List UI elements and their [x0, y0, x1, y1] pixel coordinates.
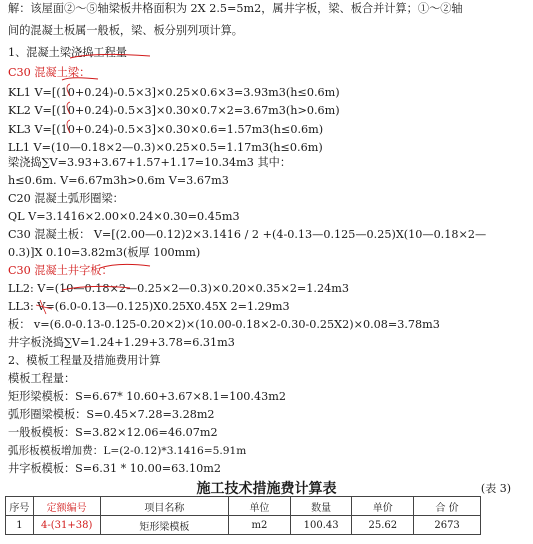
formula-kl2: KL2 V=[(10+0.24)-0.5×3]×0.30×0.7×2=3.67m3(h>0.6m) [8, 104, 340, 117]
col-header: 单位 [229, 497, 291, 516]
formula-board: 板： v=(6.0-0.13-0.125-0.20×2)×(10.00-0.18×2-0.30-0.25X2)×0.08=3.78m3 [8, 318, 440, 331]
beam-split: h≤0.6m. V=6.67m3h>0.6m V=3.67m3 [8, 174, 229, 187]
text-line: 模板工程量： [8, 372, 76, 385]
col-header: 定额编号 [33, 497, 100, 516]
formula-ql: QL V=3.1416×2.00×0.24×0.30=0.45m3 [8, 210, 240, 223]
formula-ring-form: 弧形圈梁模板：S=0.45×7.28=3.28m2 [8, 408, 215, 421]
waffle-total: 井字板浇捣∑V=1.24+1.29+3.78=6.31m3 [8, 336, 235, 349]
subheading-ring-beam: C20 混凝土弧形圈梁： [8, 192, 124, 205]
table-cell: 25.62 [352, 516, 414, 535]
formula-arc-extra: 弧形板模板增加费：L=(2-0.12)*3.1416=5.91m [8, 445, 247, 457]
section-heading: 2、模板工程量及措施费用计算 [8, 354, 161, 367]
col-header: 序号 [6, 497, 34, 516]
formula-ll2: LL2: V=(10—0.18×2—0.25×2—0.3)×0.20×0.35×2=1.24m3 [8, 282, 349, 295]
formula-slab: C30 混凝土板： V=[(2.00—0.12)2×3.1416 / 2 +(4-0.13—0.125—0.25)X(10—0.18×2— [8, 228, 487, 241]
col-header: 合 价 [414, 497, 481, 516]
section-heading: 1、混凝土梁浇捣工程量 [8, 46, 127, 59]
formula-waffle-form: 井字板模板：S=6.31 * 10.00=63.10m2 [8, 462, 221, 475]
subheading-waffle-slab: C30 混凝土井字板： [8, 264, 113, 277]
col-header: 单价 [352, 497, 414, 516]
col-header: 项目名称 [100, 497, 229, 516]
table-number: (表 3) [480, 482, 511, 495]
text-line: 间的混凝土板属一般板，梁、板分别列项计算。 [8, 24, 243, 37]
table-cell: 100.43 [290, 516, 352, 535]
table-title: 施工技术措施费计算表 [196, 481, 337, 497]
col-header: 数量 [290, 497, 352, 516]
measures-fee-table [5, 496, 481, 535]
beam-total: 梁浇捣∑V=3.93+3.67+1.57+1.17=10.34m3 其中： [8, 156, 292, 169]
formula-kl3: KL3 V=[(10+0.24)-0.5×3]×0.30×0.6=1.57m3(h≤0.6m) [8, 123, 324, 136]
formula-slab-cont: 0.3)]X 0.10=3.82m3(板厚 100mm) [8, 246, 201, 259]
formula-slab-form: 一般板模板：S=3.82×12.06=46.07m2 [8, 426, 218, 439]
text-line: 解：该屋面②～⑤轴梁板井格面积为 2X 2.5=5m2，属井字板，梁、板合并计算；①～②轴 [8, 2, 463, 15]
formula-beam-form: 矩形梁模板：S=6.67* 10.60+3.67×8.1=100.43m2 [8, 390, 286, 403]
table-cell: 矩形梁模板 [100, 516, 229, 535]
table-header-row [6, 497, 481, 516]
table-row [6, 516, 481, 535]
formula-ll1: LL1 V=(10—0.18×2—0.3)×0.25×0.5=1.17m3(h≤0.6m) [8, 141, 323, 154]
table-cell: 2673 [414, 516, 481, 535]
table-cell: 1 [6, 516, 34, 535]
formula-ll3: LL3: V=(6.0-0.13—0.125)X0.25X0.45X 2=1.29m3 [8, 300, 290, 313]
table-cell: m2 [229, 516, 291, 535]
formula-kl1: KL1 V=[(10+0.24)-0.5×3]×0.25×0.6×3=3.93m3(h≤0.6m) [8, 86, 340, 99]
table-cell: 4-(31+38) [33, 516, 100, 535]
subheading-c30-beam: C30 混凝土梁： [8, 66, 91, 79]
